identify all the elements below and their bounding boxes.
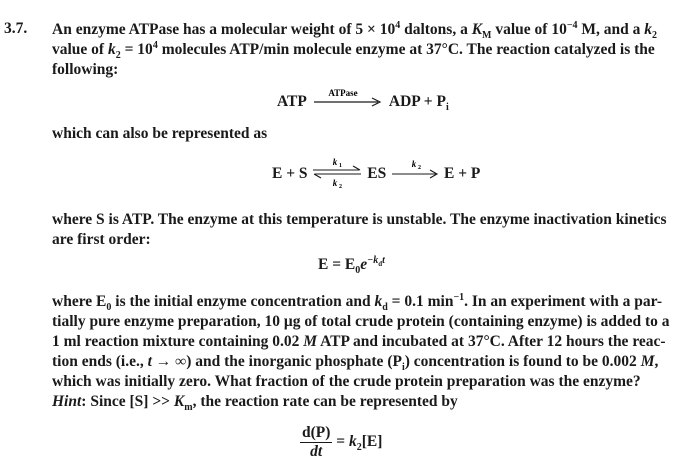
- p3-text: , the reaction rate can be represented by: [192, 393, 458, 410]
- eq3-e: e: [360, 256, 368, 273]
- arrow-label: ATPase: [328, 88, 358, 98]
- t-symbol: t: [147, 353, 152, 370]
- p3-line-4: [52, 352, 692, 372]
- rate-k: k: [349, 433, 357, 451]
- intro-line-3: following:: [52, 61, 119, 78]
- equilibrium-arrow-icon: [311, 158, 363, 188]
- p3-line-6: [52, 392, 692, 412]
- km-symbol: K: [471, 21, 483, 38]
- p3-text: → ∞) and the inorganic phosphate (P: [151, 353, 402, 370]
- p3-line-5: which was initially zero. What fraction of the crude protein preparation was the enzyme?: [52, 373, 641, 390]
- k2-label: k: [411, 159, 417, 169]
- p3-text: where E: [52, 293, 107, 310]
- km-subscript: M: [482, 30, 492, 42]
- kd-symbol: k: [374, 293, 383, 310]
- exponent: 4: [395, 19, 401, 31]
- p3-text: : Since [S] >>: [81, 393, 174, 410]
- eq3-exp-k: −k: [367, 254, 379, 266]
- p3-text: . In an experiment with a par-: [464, 293, 663, 310]
- p3-text: = 0.1 min: [387, 293, 454, 310]
- p3-sub: i: [401, 362, 405, 374]
- problem-number: 3.7.: [4, 20, 28, 37]
- km-symbol: K: [173, 393, 185, 410]
- p3-text: 1 ml reaction mixture containing 0.02: [52, 333, 304, 350]
- k2-sub: 2: [418, 165, 422, 171]
- eq3-exponent: [367, 255, 385, 266]
- intro-text: daltons, a: [400, 21, 472, 38]
- rate-equals: =: [332, 433, 350, 451]
- k2-symbol: k: [644, 21, 653, 38]
- p3-sub: 0: [106, 302, 112, 314]
- p3-line-3: [52, 332, 692, 352]
- rate-denominator: dt: [310, 443, 323, 460]
- k2-under-sub: 2: [339, 184, 343, 188]
- rate-k-sub: 2: [356, 442, 362, 454]
- k1-sub: 1: [339, 163, 343, 169]
- eq1-products: ADP + P: [388, 93, 446, 110]
- p3-line-1: [52, 292, 692, 312]
- k2-subscript: 2: [115, 50, 121, 62]
- rate-enzyme: [E]: [361, 433, 383, 451]
- k2-under-label: k: [333, 178, 338, 188]
- p3-text: is the initial enzyme concentration and: [111, 293, 375, 310]
- eq2-complex: ES: [367, 165, 387, 182]
- intro-line-2: [52, 40, 692, 60]
- k1-label: k: [333, 158, 338, 167]
- p3-text: ATP and incubated at 37°C. After 12 hours the reac-: [317, 333, 666, 350]
- molar-symbol: M: [303, 333, 318, 350]
- km-sub: m: [184, 402, 193, 414]
- eq3-lhs: E = E: [318, 256, 356, 273]
- p3-exp: −1: [453, 291, 465, 303]
- reaction-equation-2: [272, 158, 480, 188]
- p3-text: tion ends (i.e.,: [52, 353, 148, 370]
- eq2-reactants: E + S: [272, 165, 308, 182]
- also-line: which can also be represented as: [52, 125, 268, 142]
- where-paragraph: [52, 210, 692, 250]
- intro-text: An enzyme ATPase has a molecular weight of 5 × 10: [52, 21, 396, 38]
- intro-text: M, and a: [577, 21, 645, 38]
- where-line-1: where S is ATP. The enzyme at this temperature is unstable. The enzyme inactivation kinetics: [52, 211, 667, 228]
- eq3-exp-t: t: [382, 254, 385, 266]
- p3-line-2: tially pure enzyme preparation, 10 μg of total crude protein (containing enzyme) is added to a: [52, 313, 670, 330]
- where-line-2: are first order:: [52, 231, 151, 248]
- kd-sub: d: [382, 302, 388, 314]
- intro-paragraph: [52, 20, 692, 80]
- rate-numerator: d(P): [302, 424, 331, 441]
- rate-fraction: [300, 424, 332, 461]
- exponent: −4: [566, 19, 578, 31]
- intro-text: = 10: [120, 41, 153, 58]
- intro-text: value of 10: [491, 21, 567, 38]
- intro-text: molecules ATP/min molecule enzyme at 37°C. The reaction catalyzed is the: [157, 41, 655, 58]
- experiment-paragraph: [52, 292, 692, 412]
- p3-text: ) concentration is found to be 0.002: [404, 353, 641, 370]
- reaction-equation-1: [277, 88, 449, 114]
- intro-text: value of: [52, 41, 108, 58]
- rate-equation: [300, 424, 382, 461]
- exponent: 4: [152, 39, 158, 51]
- p3-text: ,: [654, 353, 659, 370]
- eq1-reactant: ATP: [277, 93, 306, 110]
- forward-arrow-icon: [390, 159, 440, 183]
- eq2-products: E + P: [444, 165, 481, 182]
- k2-subscript: 2: [652, 30, 658, 42]
- hint-label: Hint: [52, 393, 82, 410]
- also-represented-text: [52, 124, 692, 144]
- decay-equation: [318, 254, 385, 277]
- eq3-sub: 0: [355, 265, 361, 277]
- molar-symbol: M: [640, 353, 655, 370]
- eq1-sub: i: [445, 102, 449, 114]
- eq3-exp-sub: d: [378, 259, 383, 268]
- reaction-arrow-icon: [310, 88, 386, 110]
- intro-line-1: [52, 20, 692, 40]
- k2-symbol: k: [107, 41, 116, 58]
